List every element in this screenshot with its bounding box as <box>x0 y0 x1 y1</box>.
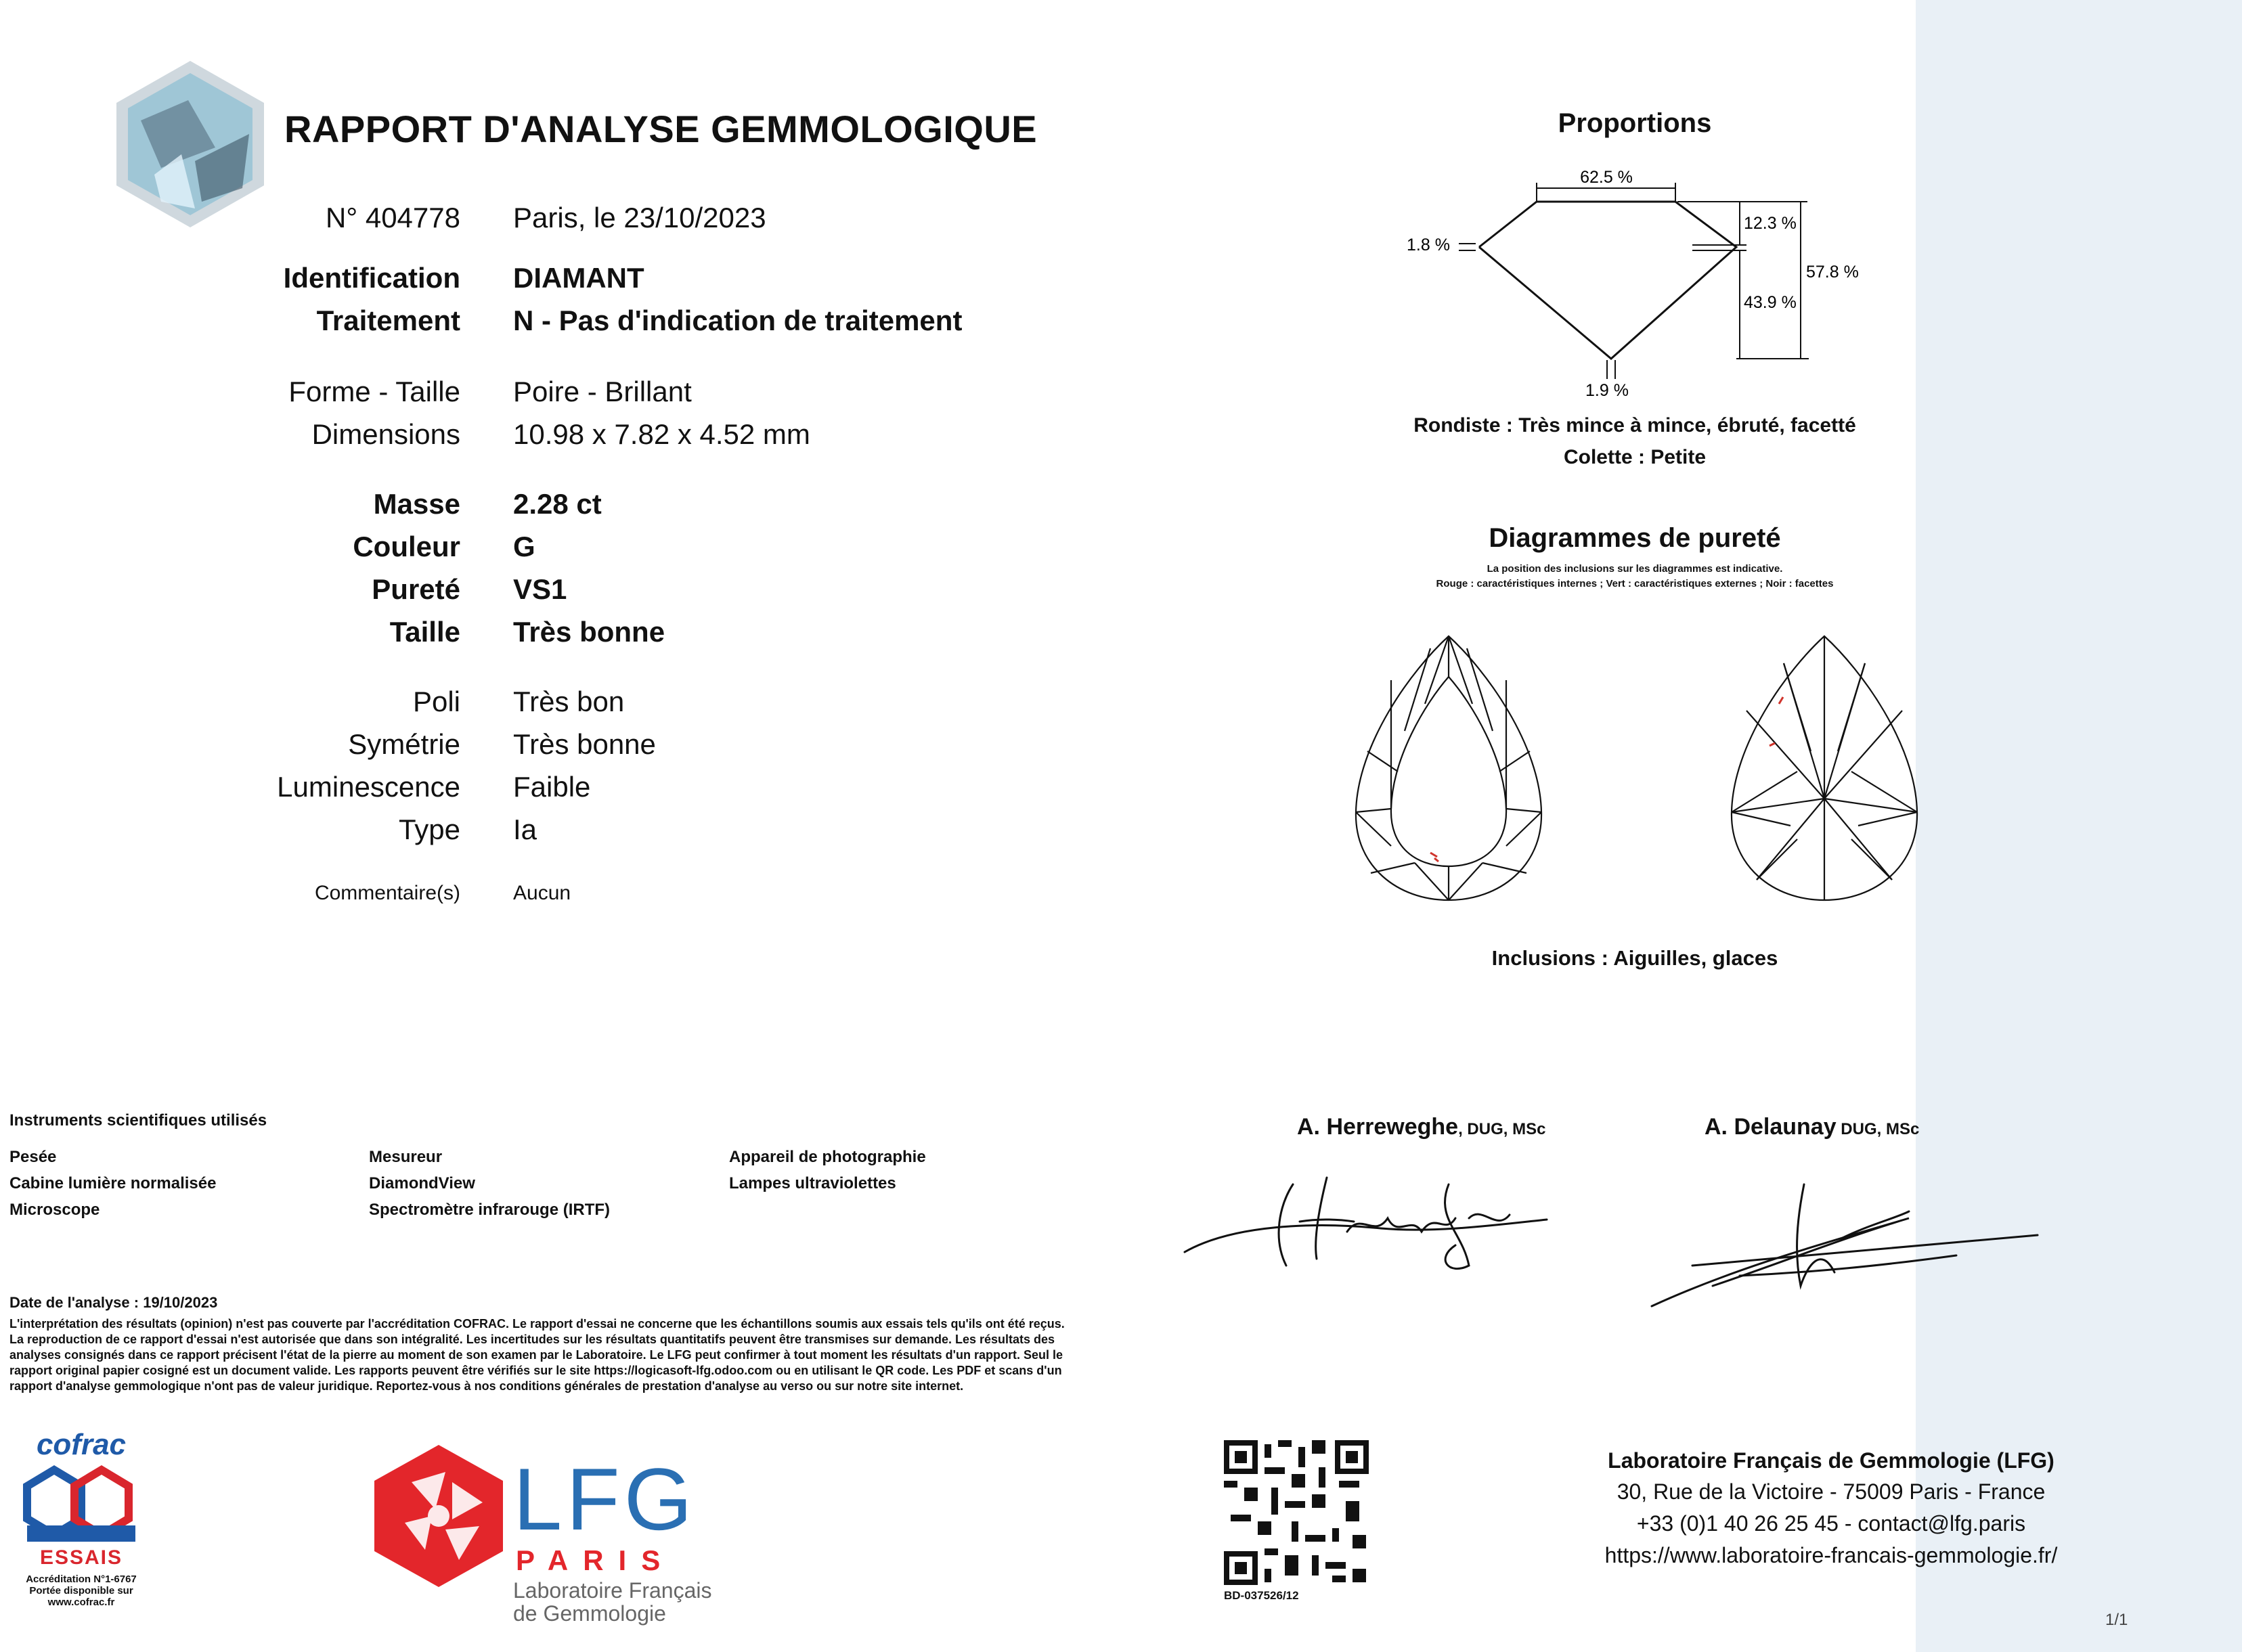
culet-description: Colette : Petite <box>1563 446 1707 468</box>
instrument-item: Mesureur <box>369 1148 443 1166</box>
signatory-herreweghe <box>1297 1114 1545 1140</box>
signatory-name: A. Delaunay <box>1705 1114 1837 1140</box>
signature-delaunay <box>1638 1171 2044 1320</box>
page-number: 1/1 <box>2105 1611 2128 1629</box>
mass-value: 2.28 ct <box>513 488 602 520</box>
cofrac-url: www.cofrac.fr <box>47 1597 115 1608</box>
type-label: Type <box>398 813 460 845</box>
instrument-item: Cabine lumière normalisée <box>9 1174 217 1192</box>
crown-percent: 12.3 % <box>1744 214 1797 233</box>
cofrac-scope: Portée disponible sur <box>29 1585 133 1597</box>
lfg-tagline-2: de Gemmologie <box>513 1601 666 1626</box>
instrument-item: Appareil de photographie <box>729 1148 926 1166</box>
instrument-item: DiamondView <box>369 1174 475 1192</box>
clarity-heading: Diagrammes de pureté <box>1489 523 1781 553</box>
luminescence-label: Luminescence <box>277 771 460 803</box>
symmetry-value: Très bonne <box>513 728 656 760</box>
instrument-item: Lampes ultraviolettes <box>729 1174 896 1192</box>
cut-value: Très bonne <box>513 616 665 648</box>
hologram-seal-icon <box>114 60 267 229</box>
report-place-date: Paris, le 23/10/2023 <box>513 202 766 233</box>
comments-value: Aucun <box>513 882 571 904</box>
crown-view-diagram <box>1350 629 1547 907</box>
treatment-label: Traitement <box>316 305 460 336</box>
signatory-title: , DUG, MSc <box>1458 1120 1546 1138</box>
pavilion-percent: 43.9 % <box>1744 293 1797 312</box>
clarity-note-legend: Rouge : caractéristiques internes ; Vert : caractéristiques externes ; Noir : facettes <box>1436 578 1834 589</box>
identification-value: DIAMANT <box>513 262 644 294</box>
report-title: RAPPORT D'ANALYSE GEMMOLOGIQUE <box>284 108 1038 150</box>
instrument-item: Pesée <box>9 1148 57 1166</box>
signatory-name: A. Herreweghe <box>1297 1114 1459 1140</box>
proportions-diagram <box>1394 162 1882 406</box>
pavilion-view-diagram <box>1726 629 1922 907</box>
lab-contact: +33 (0)1 40 26 25 45 - contact@lfg.paris <box>1636 1511 2026 1536</box>
table-percent: 62.5 % <box>1580 168 1633 187</box>
cofrac-accreditation: Accréditation N°1-6767 <box>26 1573 137 1585</box>
lfg-city: PARIS <box>516 1544 676 1576</box>
comments-label: Commentaire(s) <box>314 882 460 904</box>
symmetry-label: Symétrie <box>348 728 460 760</box>
polish-label: Poli <box>412 686 460 717</box>
shape-label: Forme - Taille <box>288 376 460 407</box>
culet-percent: 1.9 % <box>1585 381 1629 400</box>
lab-website[interactable]: https://www.laboratoire-francais-gemmologie.fr/ <box>1604 1543 2058 1567</box>
signatory-title: DUG, MSc <box>1836 1120 1920 1138</box>
girdle-description: Rondiste : Très mince à mince, ébruté, facetté <box>1413 414 1856 437</box>
signature-herreweghe <box>1178 1157 1557 1279</box>
instruments-heading: Instruments scientifiques utilisés <box>9 1111 267 1130</box>
shape-value: Poire - Brillant <box>513 376 692 407</box>
lab-address: 30, Rue de la Victoire - 75009 Paris - France <box>1617 1479 2046 1504</box>
clarity-label: Pureté <box>372 573 460 605</box>
lfg-brand: LFG <box>513 1450 697 1548</box>
scan-edge <box>1916 0 2242 1652</box>
clarity-value: VS1 <box>513 573 567 605</box>
dimensions-value: 10.98 x 7.82 x 4.52 mm <box>513 418 810 450</box>
cofrac-logo <box>14 1428 149 1608</box>
lfg-hexagon-icon <box>371 1442 506 1590</box>
treatment-value: N - Pas d'indication de traitement <box>513 305 963 336</box>
lfg-tagline-1: Laboratoire Français <box>513 1578 712 1603</box>
identification-label: Identification <box>283 262 460 294</box>
proportions-heading: Proportions <box>1558 108 1712 138</box>
clarity-note-position: La position des inclusions sur les diagrammes est indicative. <box>1487 563 1783 575</box>
analysis-date: Date de l'analyse : 19/10/2023 <box>9 1294 218 1311</box>
girdle-percent: 1.8 % <box>1407 236 1450 254</box>
polish-value: Très bon <box>513 686 625 717</box>
lab-name: Laboratoire Français de Gemmologie (LFG) <box>1608 1448 2054 1473</box>
cut-label: Taille <box>389 616 460 648</box>
mass-label: Masse <box>373 488 460 520</box>
legal-disclaimer: L'interprétation des résultats (opinion) n'est pas couverte par l'accréditation COFRAC. Le rapport d'essai ne concerne que les échantillons soumis aux essais tels qu'ils ont été reçus. La reproduction de ce rapport d'essai n'est autorisée que dans son intégralité. Les incertitudes sur les résultats quantitatifs peuvent être transmises sur demande. Les résultats des analyses consignés dans ce rapport précisent l'état de la pierre au moment de son examen par le Laboratoire. Le LFG peut confirmer à tout moment les résultats d'un rapport. Seul le rapport original papier cosigné est un document valide. Les rapports peuvent être vérifiés sur le site https://logicasoft-lfg.odoo.com ou en utilisant le QR code. Les PDF et scans d'un rapport d'analyse gemmologique n'ont pas de valeur juridique. Reportez-vous à nos conditions générales de prestation d'analyse au verso ou sur notre site internet. <box>9 1317 1065 1393</box>
report-number: N° 404778 <box>326 202 460 233</box>
instrument-item: Microscope <box>9 1201 100 1219</box>
cofrac-mark-icon <box>14 1462 149 1543</box>
signatory-delaunay <box>1705 1114 1919 1140</box>
type-value: Ia <box>513 813 537 845</box>
luminescence-value: Faible <box>513 771 591 803</box>
cofrac-brand: cofrac <box>36 1428 127 1461</box>
cofrac-essais: ESSAIS <box>39 1546 123 1569</box>
instrument-item: Spectromètre infrarouge (IRTF) <box>369 1201 611 1219</box>
qr-code-icon[interactable] <box>1224 1440 1369 1585</box>
color-value: G <box>513 531 535 562</box>
total-depth-percent: 57.8 % <box>1806 263 1859 282</box>
inclusions-text: Inclusions : Aiguilles, glaces <box>1491 946 1778 970</box>
dimensions-label: Dimensions <box>311 418 460 450</box>
qr-code-id: BD-037526/12 <box>1224 1589 1299 1602</box>
color-label: Couleur <box>353 531 460 562</box>
